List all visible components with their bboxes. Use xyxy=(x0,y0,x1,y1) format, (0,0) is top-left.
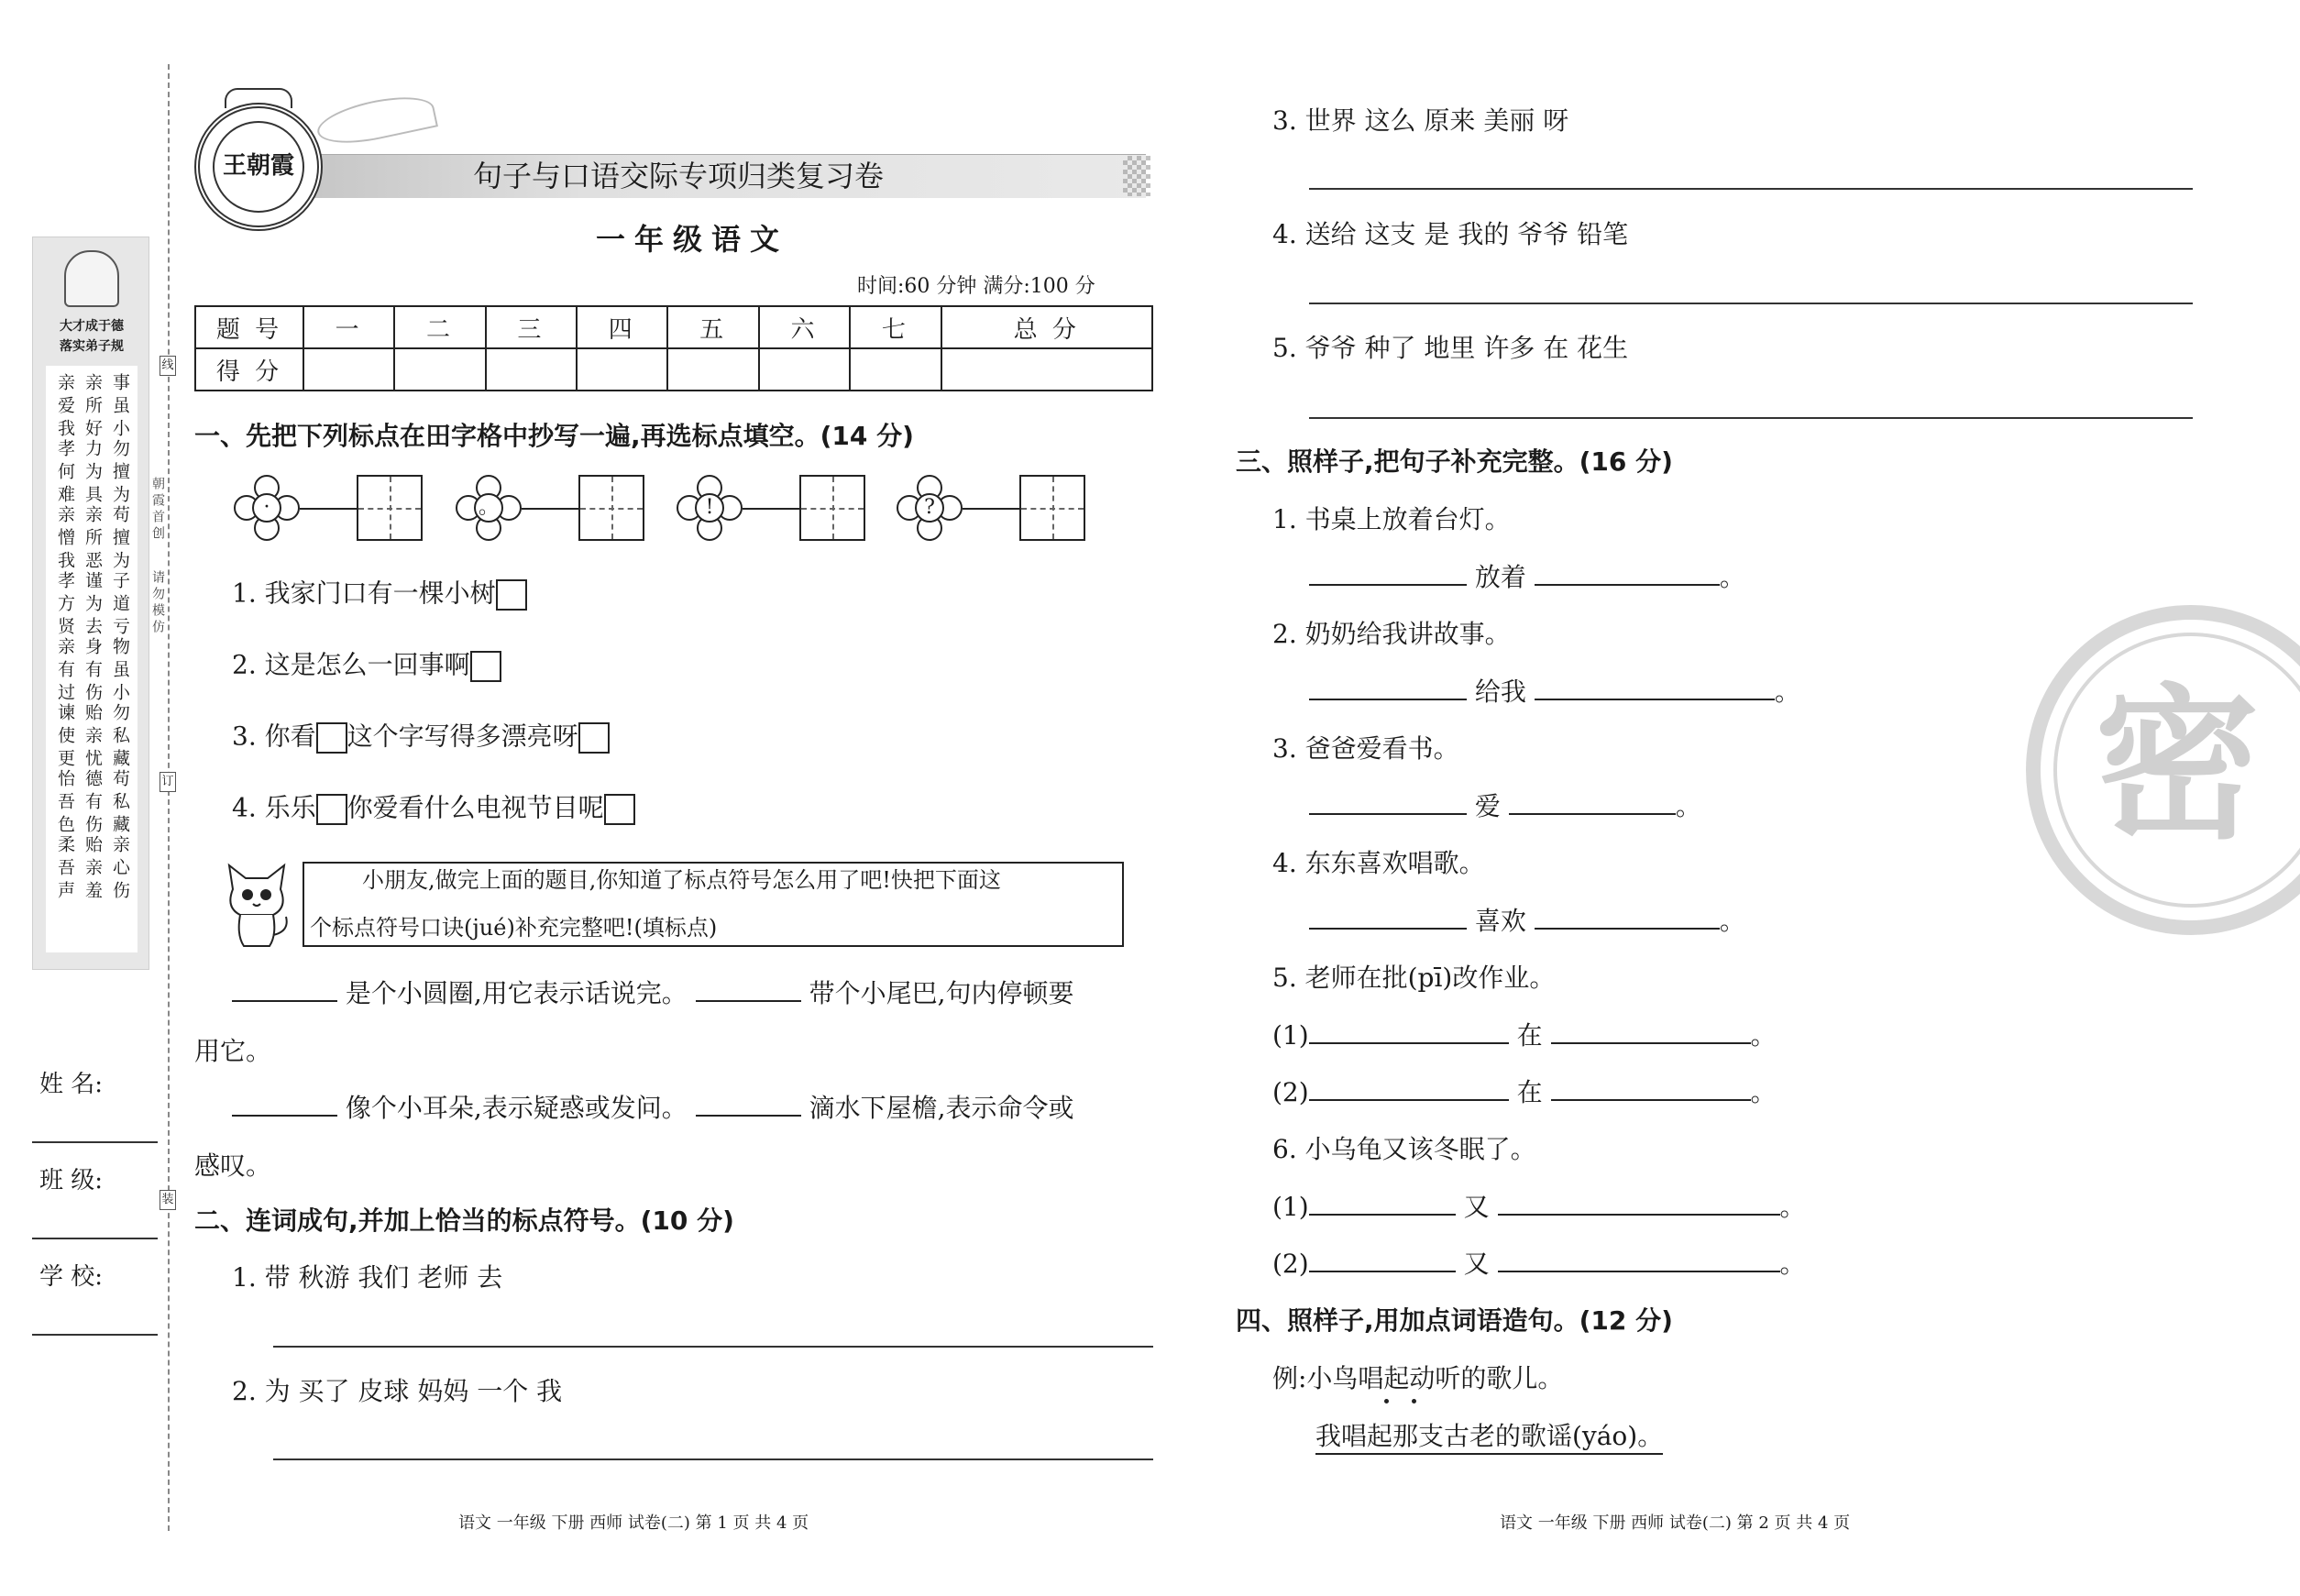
question-text: 2. 这是怎么一回事啊 xyxy=(232,649,470,680)
answer-row-3-2 xyxy=(1309,679,1800,705)
score-table-header-row xyxy=(195,306,1152,348)
answer-blank[interactable] xyxy=(232,1000,337,1002)
tianzige-grid-1[interactable] xyxy=(357,475,423,541)
score-input-cell[interactable] xyxy=(850,348,941,391)
answer-row-3-5-b xyxy=(1272,1077,1777,1107)
motto-line-1: 大才成于德 xyxy=(60,319,124,334)
rule-text: 身有伤 xyxy=(83,637,103,706)
cut-marker-2: 订 xyxy=(160,772,176,792)
connector-line xyxy=(522,508,578,510)
period: 。 xyxy=(1750,1077,1777,1107)
connector-line xyxy=(963,508,1019,510)
answer-blank[interactable] xyxy=(1498,1271,1780,1272)
question-3-5: 5. 老师在批(pī)改作业。 xyxy=(1272,963,1556,993)
motto-line-2: 落实弟子规 xyxy=(60,339,124,354)
rule-text: 勿擅为 xyxy=(110,439,130,508)
question-2-4: 4. 送给 这支 是 我的 爷爷 铅笔 xyxy=(1272,219,1629,249)
copyright-note-2: 请勿模仿 xyxy=(150,570,165,636)
class-field[interactable] xyxy=(32,1238,158,1239)
flower-mark-1 xyxy=(234,475,300,541)
score-input-cell[interactable] xyxy=(394,348,485,391)
question-text: 4. 乐乐 xyxy=(232,792,316,823)
rule-text: 孝方贤 xyxy=(55,571,75,640)
fixed-word: 又 xyxy=(1463,1192,1490,1222)
answer-line[interactable] xyxy=(273,1458,1153,1460)
fixed-word: 在 xyxy=(1516,1020,1543,1051)
score-table-score-row xyxy=(195,348,1152,391)
class-label: 班 级: xyxy=(39,1167,104,1194)
question-3-2: 2. 奶奶给我讲故事。 xyxy=(1272,619,1511,649)
rhyme-line-2-cont: 感叹。 xyxy=(194,1150,272,1181)
question-2-3: 3. 世界 这么 原来 美丽 呀 xyxy=(1272,105,1569,136)
score-header-cell: 三 xyxy=(486,306,577,348)
answer-blank[interactable] xyxy=(1509,813,1676,815)
period: 。 xyxy=(1774,677,1800,707)
question-3-1: 1. 书桌上放着台灯。 xyxy=(1272,504,1511,534)
answer-blank[interactable] xyxy=(696,1000,801,1002)
question-text: 你爱看什么电视节目呢 xyxy=(347,792,604,823)
rule-text: 苟擅为 xyxy=(110,505,130,574)
emphasis-dot xyxy=(1384,1399,1389,1403)
title-bar-pattern xyxy=(1123,156,1150,196)
rule-text: 物虽小 xyxy=(110,637,130,706)
ribbon-decoration xyxy=(314,89,438,151)
question-1-2 xyxy=(232,651,501,682)
rhyme-text: 是个小圆圈,用它表示话说完。 xyxy=(345,978,688,1008)
answer-blank[interactable] xyxy=(1498,1214,1780,1216)
answer-box[interactable] xyxy=(604,794,635,825)
tianzige-grid-4[interactable] xyxy=(1019,475,1085,541)
question-2-2: 2. 为 买了 皮球 妈妈 一个 我 xyxy=(232,1376,563,1406)
score-input-cell[interactable] xyxy=(486,348,577,391)
section-2-heading: 二、连词成句,并加上恰当的标点符号。(10 分) xyxy=(194,1205,734,1236)
question-1-4 xyxy=(232,794,635,825)
name-label: 姓 名: xyxy=(39,1071,104,1098)
punctuation-mark: 。 xyxy=(474,493,503,523)
score-header-cell: 七 xyxy=(850,306,941,348)
score-header-cell: 六 xyxy=(759,306,850,348)
section-4-heading: 四、照样子,用加点词语造句。(12 分) xyxy=(1236,1305,1673,1336)
answer-row-3-6-b xyxy=(1272,1251,1806,1277)
answer-line[interactable] xyxy=(1309,188,2193,190)
rule-text: 亲憎我 xyxy=(55,505,75,574)
punctuation-mark: · xyxy=(252,493,281,523)
rule-text: 亲心伤 xyxy=(110,835,130,904)
answer-blank[interactable] xyxy=(1535,699,1775,700)
tip-text-line-1: 小朋友,做完上面的题目,你知道了标点符号怎么用了吧!快把下面这 xyxy=(362,867,1001,893)
answer-blank[interactable] xyxy=(1309,928,1467,930)
cut-marker-1: 线 xyxy=(160,356,176,376)
answer-row-3-4 xyxy=(1309,908,1745,934)
fixed-word: 爱 xyxy=(1474,791,1501,821)
question-2-5: 5. 爷爷 种了 地里 许多 在 花生 xyxy=(1272,333,1629,363)
question-2-1: 1. 带 秋游 我们 老师 去 xyxy=(232,1262,503,1293)
page-title: 句子与口语交际专项归类复习卷 xyxy=(472,159,884,193)
rhyme-text: 像个小耳朵,表示疑惑或发问。 xyxy=(345,1093,688,1123)
rule-text: 谨为去 xyxy=(83,571,103,640)
question-1-3 xyxy=(232,722,610,754)
answer-blank[interactable] xyxy=(1535,928,1720,930)
connector-line xyxy=(300,508,357,510)
answer-blank[interactable] xyxy=(1309,1099,1509,1101)
period: 。 xyxy=(1675,791,1701,821)
answer-blank[interactable] xyxy=(232,1115,337,1117)
score-input-cell[interactable] xyxy=(941,348,1152,391)
footer-left: 语文 一年级 下册 西师 试卷(二) 第 1 页 共 4 页 xyxy=(458,1513,809,1533)
answer-box[interactable] xyxy=(578,722,610,754)
name-field[interactable] xyxy=(32,1141,158,1143)
connector-line xyxy=(743,508,799,510)
emphasis-dot xyxy=(1412,1399,1416,1403)
sub-label: (2) xyxy=(1272,1249,1309,1279)
rule-text: 亲有过 xyxy=(55,637,75,706)
question-text: 3. 你看 xyxy=(232,721,316,752)
answer-line[interactable] xyxy=(1309,303,2193,304)
sub-label: (2) xyxy=(1272,1077,1309,1107)
rule-text: 谏使更 xyxy=(55,703,75,772)
answer-blank[interactable] xyxy=(1309,699,1467,700)
rule-text: 勿私藏 xyxy=(110,703,130,772)
score-input-cell[interactable] xyxy=(759,348,850,391)
rule-text: 事虽小 xyxy=(110,373,130,442)
cut-marker-3: 装 xyxy=(160,1190,176,1210)
punctuation-mark: ? xyxy=(915,493,944,523)
school-label: 学 校: xyxy=(39,1263,104,1291)
answer-blank[interactable] xyxy=(1551,1042,1751,1044)
scholar-illustration xyxy=(64,250,119,307)
rule-text: 亲爱我 xyxy=(55,373,75,442)
binding-dashed-line xyxy=(168,64,170,1531)
answer-line[interactable] xyxy=(273,1346,1153,1348)
side-panel xyxy=(32,237,149,970)
period: 。 xyxy=(1750,1020,1777,1051)
section-3-heading: 三、照样子,把句子补充完整。(16 分) xyxy=(1236,446,1673,477)
answer-blank[interactable] xyxy=(1309,584,1467,586)
cat-mascot-icon xyxy=(220,862,293,949)
flower-mark-3 xyxy=(677,475,743,541)
score-input-cell[interactable] xyxy=(303,348,394,391)
answer-blank[interactable] xyxy=(696,1115,801,1117)
fixed-word: 给我 xyxy=(1474,677,1526,707)
answer-blank[interactable] xyxy=(1309,1042,1509,1044)
period: 。 xyxy=(1719,906,1745,936)
rule-text: 贻亲羞 xyxy=(83,835,103,904)
rule-text: 子道亏 xyxy=(110,571,130,640)
answer-blank[interactable] xyxy=(1309,813,1467,815)
answer-blank[interactable] xyxy=(1535,584,1720,586)
tianzige-grid-3[interactable] xyxy=(799,475,865,541)
tip-text-line-2: 个标点符号口诀(jué)补充完整吧!(填标点) xyxy=(310,915,718,941)
rule-text: 柔吾声 xyxy=(55,835,75,904)
footer-right: 语文 一年级 下册 西师 试卷(二) 第 2 页 共 4 页 xyxy=(1500,1513,1851,1533)
question-1-1 xyxy=(232,579,527,611)
fixed-word: 又 xyxy=(1463,1249,1490,1279)
period: 。 xyxy=(1719,562,1745,592)
rhyme-line-1-cont: 用它。 xyxy=(194,1036,272,1066)
answer-box[interactable] xyxy=(316,722,347,754)
example-sentence: 例:小鸟唱起动听的歌儿。 xyxy=(1272,1363,1564,1393)
rule-text: 怡吾色 xyxy=(55,769,75,838)
rhyme-line-1 xyxy=(232,978,1074,1008)
answer-blank[interactable] xyxy=(1551,1099,1751,1101)
fixed-word: 在 xyxy=(1516,1077,1543,1107)
tianzige-grid-2[interactable] xyxy=(578,475,644,541)
period: 。 xyxy=(1779,1249,1806,1279)
rule-text: 亲所恶 xyxy=(83,505,103,574)
rhyme-text: 滴水下屋檐,表示命令或 xyxy=(809,1093,1074,1123)
score-header-cell: 四 xyxy=(577,306,667,348)
section-1-heading: 一、先把下列标点在田字格中抄写一遍,再选标点填空。(14 分) xyxy=(194,421,914,451)
score-header-cell: 一 xyxy=(303,306,394,348)
score-row-label: 得 分 xyxy=(195,348,303,391)
answer-line[interactable] xyxy=(1309,417,2193,419)
rule-text: 力为具 xyxy=(83,439,103,508)
score-table xyxy=(194,305,1153,391)
question-3-3: 3. 爸爸爱看书。 xyxy=(1272,733,1459,764)
score-header-cell: 五 xyxy=(667,306,758,348)
rhyme-line-2 xyxy=(232,1095,1074,1121)
flower-mark-4 xyxy=(897,475,963,541)
rule-text: 苟私藏 xyxy=(110,769,130,838)
answer-box[interactable] xyxy=(496,579,527,611)
fixed-word: 喜欢 xyxy=(1474,906,1526,936)
answer-row-3-6-a xyxy=(1272,1194,1806,1220)
rhyme-text: 带个小尾巴,句内停顿要 xyxy=(809,978,1074,1008)
rules-column-box xyxy=(46,366,138,952)
score-header-cell: 总 分 xyxy=(941,306,1152,348)
fixed-word: 放着 xyxy=(1474,562,1526,592)
answer-blank[interactable] xyxy=(1309,1271,1456,1272)
copyright-note-1: 朝霞首创 xyxy=(150,477,165,543)
score-input-cell[interactable] xyxy=(577,348,667,391)
time-and-score-info: 时间:60 分钟 满分:100 分 xyxy=(857,275,1095,298)
example-answer: 我唱起那支古老的歌谣(yáo)。 xyxy=(1315,1424,1663,1455)
brand-logo-text: 王朝霞 xyxy=(213,121,304,213)
answer-row-3-1 xyxy=(1309,562,1745,592)
rule-text: 德有伤 xyxy=(83,769,103,838)
rule-text: 孝何难 xyxy=(55,439,75,508)
flower-mark-2 xyxy=(456,475,522,541)
question-text: 这个字写得多漂亮呀 xyxy=(347,721,578,752)
score-header-cell: 二 xyxy=(394,306,485,348)
score-header-cell: 题 号 xyxy=(195,306,303,348)
punctuation-mark: ! xyxy=(695,493,724,523)
school-field[interactable] xyxy=(32,1334,158,1336)
answer-row-3-3 xyxy=(1309,791,1701,821)
answer-blank[interactable] xyxy=(1309,1214,1456,1216)
period: 。 xyxy=(1779,1192,1806,1222)
sub-label: (1) xyxy=(1272,1192,1309,1222)
question-3-6: 6. 小乌龟又该冬眠了。 xyxy=(1272,1134,1536,1164)
answer-row-3-5-a xyxy=(1272,1020,1777,1051)
sub-label: (1) xyxy=(1272,1020,1309,1051)
score-input-cell[interactable] xyxy=(667,348,758,391)
rule-text: 亲所好 xyxy=(83,373,103,442)
question-3-4: 4. 东东喜欢唱歌。 xyxy=(1272,848,1485,878)
answer-box[interactable] xyxy=(316,794,347,825)
answer-box[interactable] xyxy=(470,651,501,682)
page-subtitle: 一年级语文 xyxy=(595,222,788,257)
rule-text: 贻亲忧 xyxy=(83,703,103,772)
question-text: 1. 我家门口有一棵小树 xyxy=(232,578,496,609)
confidential-stamp-character: 密 xyxy=(2095,668,2261,862)
